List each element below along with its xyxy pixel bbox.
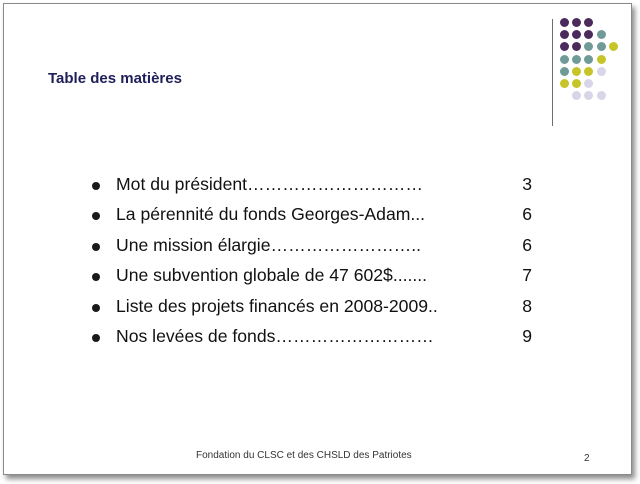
bullet-icon — [92, 212, 100, 220]
decorative-dot — [609, 42, 618, 51]
decorative-dot-grid — [560, 18, 630, 118]
decorative-dot — [572, 18, 581, 27]
decorative-dot — [597, 67, 606, 76]
toc-entry-text: Une subvention globale de 47 602$....... — [116, 265, 428, 286]
toc-item — [92, 294, 532, 324]
decorative-dot — [572, 42, 581, 51]
toc-page-number: 6 — [522, 204, 532, 225]
toc-page-number: 3 — [522, 174, 532, 194]
decorative-dot — [584, 42, 593, 51]
decorative-dot — [584, 55, 593, 64]
decorative-dot — [560, 30, 569, 39]
toc-page-number: 6 — [522, 234, 532, 255]
decorative-dot — [597, 30, 606, 39]
slide-title: Table des matières — [48, 70, 182, 87]
toc-item — [92, 172, 532, 202]
vertical-divider — [552, 19, 553, 126]
toc-entry-text: Mot du président………………………… — [116, 174, 423, 194]
toc-item — [92, 202, 532, 232]
toc-entry-text: La pérennité du fonds Georges-Adam... — [116, 204, 426, 225]
decorative-dot — [560, 79, 569, 88]
decorative-dot — [572, 55, 581, 64]
decorative-dot — [560, 67, 569, 76]
bullet-icon — [92, 243, 100, 251]
decorative-dot — [584, 91, 593, 100]
toc-entry-text: Une mission élargie…………………….. — [116, 234, 422, 255]
toc-page-number: 9 — [522, 325, 532, 346]
decorative-dot — [597, 42, 606, 51]
decorative-dot — [572, 30, 581, 39]
bullet-icon — [92, 182, 100, 190]
toc-page-number: 7 — [522, 265, 532, 286]
decorative-dot — [597, 55, 606, 64]
bullet-icon — [92, 334, 100, 342]
toc-item — [92, 324, 532, 354]
toc-item — [92, 233, 532, 263]
toc-entry-text: Nos levées de fonds……………………… — [116, 325, 434, 346]
decorative-dot — [572, 67, 581, 76]
toc-page-number: 8 — [522, 295, 532, 316]
decorative-dot — [560, 42, 569, 51]
decorative-dot — [597, 91, 606, 100]
decorative-dot — [560, 55, 569, 64]
slide-footer: Fondation du CLSC et des CHSLD des Patriotes — [196, 450, 412, 461]
decorative-dot — [584, 18, 593, 27]
slide — [3, 3, 632, 475]
decorative-dot — [572, 91, 581, 100]
toc-item — [92, 263, 532, 293]
table-of-contents — [92, 172, 532, 354]
bullet-icon — [92, 304, 100, 312]
decorative-dot — [560, 18, 569, 27]
decorative-dot — [572, 79, 581, 88]
slide-number: 2 — [584, 453, 590, 464]
bullet-icon — [92, 273, 100, 281]
decorative-dot — [584, 79, 593, 88]
decorative-dot — [584, 67, 593, 76]
decorative-dot — [584, 30, 593, 39]
toc-entry-text: Liste des projets financés en 2008-2009.. — [116, 295, 438, 316]
